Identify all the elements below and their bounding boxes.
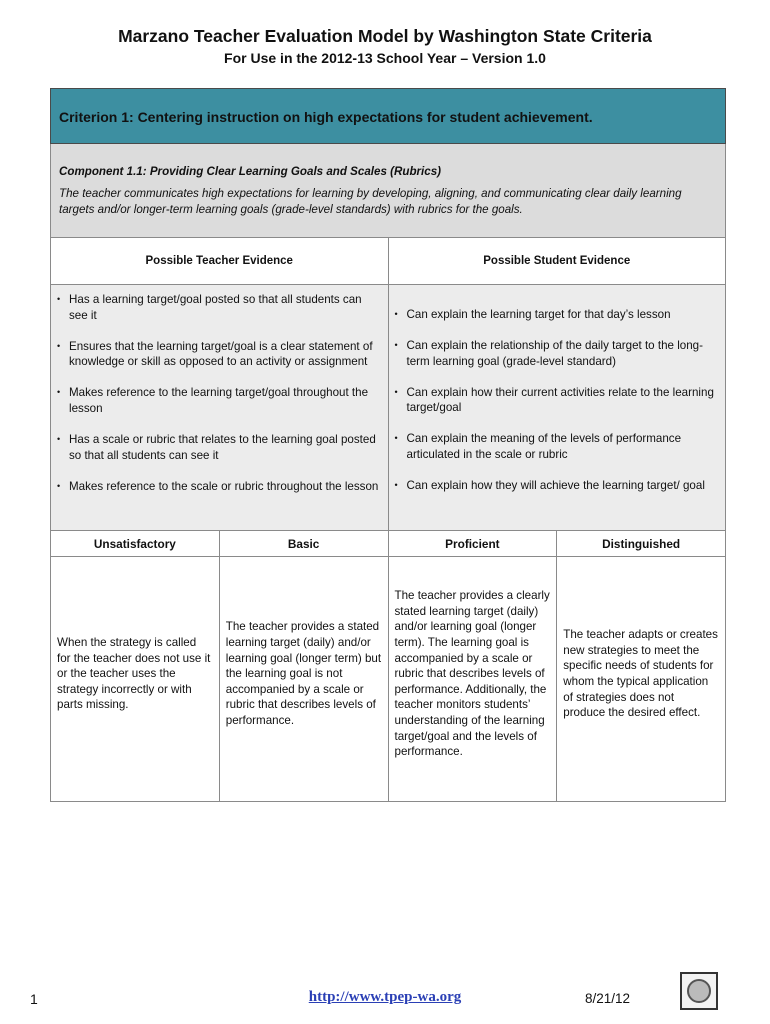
rubric-cell-basic: The teacher provides a stated learning target (daily) and/or learning goal (longer term) but the learning goal is not accompanied by a scale or rubric that describes levels of performance. <box>220 557 389 801</box>
teacher-evidence-item: • Makes reference to the learning target/goal throughout the lesson <box>57 385 380 416</box>
component-section <box>50 144 726 238</box>
rubric-cell-proficient: The teacher provides a clearly stated learning target (daily) and/or learning goal (longer term). The learning goal is accompanied by a scale or rubric that describes levels of performance. Additionally, the teacher monitors students’ understanding of the learning target/goal and the levels of performance. <box>389 557 558 801</box>
teacher-evidence-item: • Has a learning target/goal posted so that all students can see it <box>57 292 380 323</box>
evidence-body-row <box>50 285 726 531</box>
student-evidence-item: • Can explain the meaning of the levels of performance articulated in the scale or rubric <box>395 431 718 462</box>
rubric-body-row <box>50 557 726 802</box>
criterion-banner: Criterion 1: Centering instruction on high expectations for student achievement. <box>50 88 726 144</box>
student-evidence-list <box>395 307 718 494</box>
student-evidence-item: • Can explain how they will achieve the learning target/ goal <box>395 478 718 494</box>
teacher-evidence-list <box>57 292 380 494</box>
student-evidence-header: Possible Student Evidence <box>483 255 631 267</box>
teacher-evidence-item: • Ensures that the learning target/goal is a clear statement of knowledge or skill as opposed to an activity or assignment <box>57 339 380 370</box>
page-number: 1 <box>30 991 38 1007</box>
rubric-header-row <box>50 531 726 557</box>
rubric-header-basic: Basic <box>220 531 389 556</box>
rubric-header-unsatisfactory: Unsatisfactory <box>51 531 220 556</box>
footer-website-link[interactable]: http://www.tpep-wa.org <box>308 989 462 1005</box>
teacher-evidence-column <box>51 285 389 530</box>
document-title: Marzano Teacher Evaluation Model by Washington State Criteria <box>118 26 652 46</box>
teacher-evidence-item: • Has a scale or rubric that relates to the learning goal posted so that all students can see it <box>57 432 380 463</box>
student-evidence-column <box>389 285 726 530</box>
student-evidence-item: • Can explain the learning target for that day’s lesson <box>395 307 718 323</box>
footer-date: 8/21/12 <box>585 991 631 1006</box>
rubric-cell-unsatisfactory: When the strategy is called for the teacher does not use it or the teacher uses the strategy incorrectly or with parts missing. <box>51 557 220 801</box>
tpep-logo-icon <box>680 972 718 1010</box>
teacher-evidence-item: • Makes reference to the scale or rubric throughout the lesson <box>57 479 380 495</box>
component-title: Component 1.1: Providing Clear Learning Goals and Scales (Rubrics) <box>59 165 442 178</box>
document-subtitle: For Use in the 2012-13 School Year – Version 1.0 <box>224 50 546 66</box>
evidence-header-row <box>50 238 726 285</box>
rubric-header-proficient: Proficient <box>389 531 558 556</box>
rubric-header-distinguished: Distinguished <box>602 536 681 551</box>
student-evidence-item: • Can explain how their current activities relate to the learning target/goal <box>395 385 718 416</box>
component-description: The teacher communicates high expectations for learning by developing, aligning, and communicating clear daily learning targets and/or longer-term learning goals (grade-level standards) with rubrics for the goals. <box>59 187 682 216</box>
student-evidence-item: • Can explain the relationship of the daily target to the long-term learning goal (grade-level standard) <box>395 338 718 369</box>
teacher-evidence-header: Possible Teacher Evidence <box>51 238 389 284</box>
evaluation-table <box>50 88 726 802</box>
rubric-cell-distinguished: The teacher adapts or creates new strategies to meet the specific needs of students for whom the typical application of strategies does not produce the desired effect. <box>563 628 718 720</box>
